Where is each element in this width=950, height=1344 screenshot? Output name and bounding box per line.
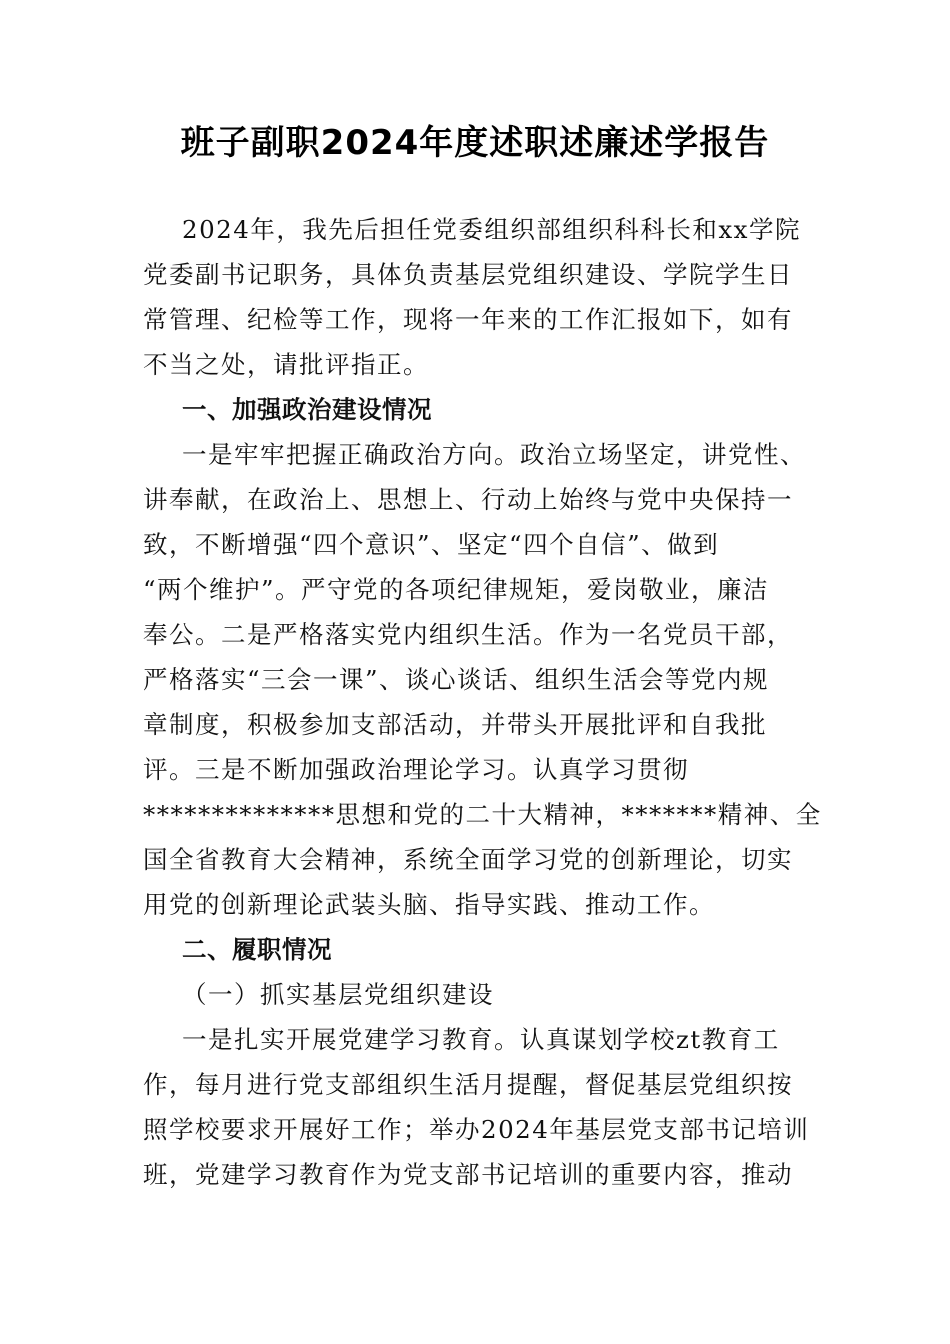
section-heading-2: 二、履职情况 — [182, 935, 332, 964]
paragraph-line: 讲奉献，在政治上、思想上、行动上始终与党中央保持一 — [143, 485, 793, 514]
paragraph-line: 照学校要求开展好工作；举办2024年基层党支部书记培训 — [143, 1115, 810, 1144]
paragraph-line: 评。三是不断加强政治理论学习。认真学习贯彻 — [143, 755, 689, 784]
paragraph-line: **************思想和党的二十大精神，*******精神、全 — [143, 800, 822, 829]
paragraph-line: 章制度，积极参加支部活动，并带头开展批评和自我批 — [143, 710, 767, 739]
paragraph-line: 作，每月进行党支部组织生活月提醒，督促基层党组织按 — [143, 1070, 793, 1099]
paragraph-line: 班，党建学习教育作为党支部书记培训的重要内容，推动 — [143, 1160, 793, 1189]
paragraph-line: 常管理、纪检等工作，现将一年来的工作汇报如下，如有 — [143, 305, 793, 334]
paragraph-line: 国全省教育大会精神，系统全面学习党的创新理论，切实 — [143, 845, 793, 874]
paragraph-line: 致，不断增强“四个意识”、坚定“四个自信”、做到 — [143, 530, 720, 559]
paragraph-line: 严格落实“三会一课”、谈心谈话、组织生活会等党内规 — [143, 665, 770, 694]
paragraph-line: “两个维护”。严守党的各项纪律规矩，爱岗敬业，廉洁 — [143, 575, 770, 604]
paragraph-line: 2024年，我先后担任党委组织部组织科科长和xx学院 — [182, 215, 801, 244]
paragraph-line: 不当之处，请批评指正。 — [143, 350, 429, 379]
paragraph-line: 一是扎实开展党建学习教育。认真谋划学校zt教育工 — [182, 1025, 780, 1054]
paragraph-line: 一是牢牢把握正确政治方向。政治立场坚定，讲党性、 — [182, 440, 806, 469]
paragraph-line: 党委副书记职务，具体负责基层党组织建设、学院学生日 — [143, 260, 793, 289]
subsection-heading: （一）抓实基层党组织建设 — [182, 980, 494, 1009]
paragraph-line: 奉公。二是严格落实党内组织生活。作为一名党员干部， — [143, 620, 793, 649]
section-heading-1: 一、加强政治建设情况 — [182, 395, 432, 424]
document-title: 班子副职2024年度述职述廉述学报告 — [180, 123, 770, 163]
paragraph-line: 用党的创新理论武装头脑、指导实践、推动工作。 — [143, 890, 715, 919]
